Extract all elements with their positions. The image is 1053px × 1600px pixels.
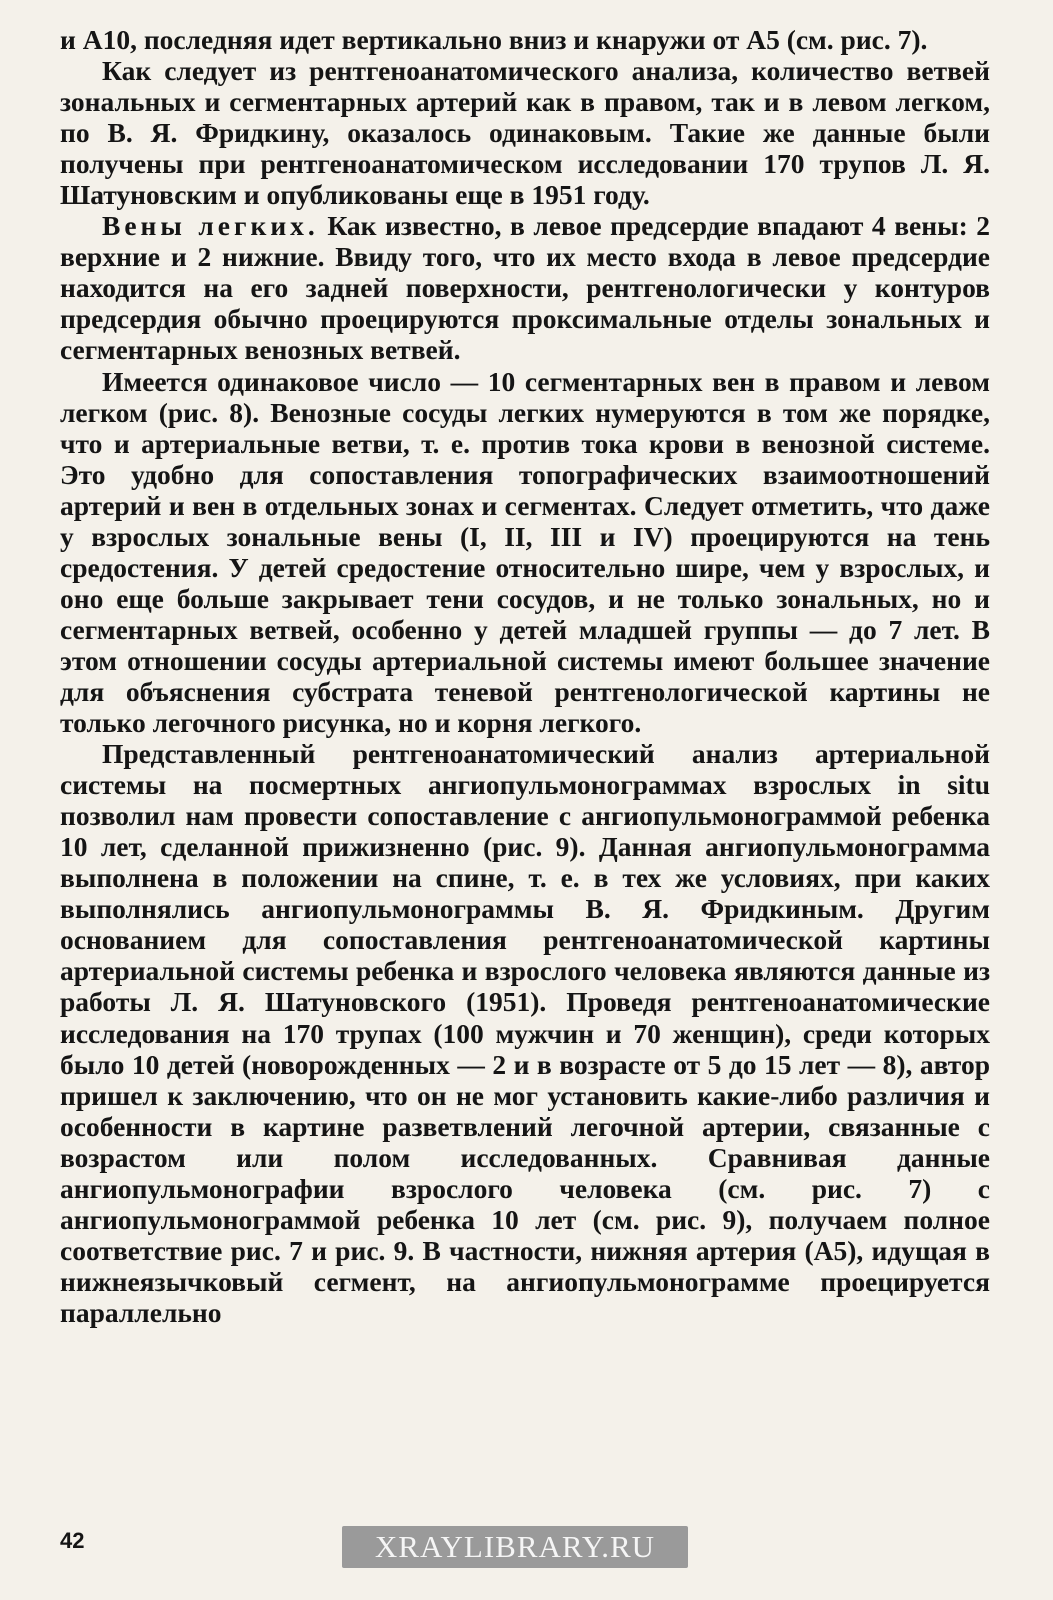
paragraph-1: и А10, последняя идет вертикально вниз и кнаружи от А5 (см. рис. 7).	[60, 24, 928, 55]
page-number: 42	[60, 1528, 85, 1553]
watermark: XRAYLIBRARY.RU	[342, 1526, 688, 1568]
paragraph-2: Как следует из рентгеноанатомического анализа, количество ветвей зональных и сегментарных артерий как в правом, так и в левом легком, по В. Я. Фридкину, оказалось одинаковым. Такие же данные были получены при рентгеноанатомическом исследовании 170 трупов Л. Я. Шатуновским и опубликованы еще в 1951 году.	[60, 55, 990, 211]
paragraph-5: Представленный рентгеноанатомический анализ артериальной системы на посмертных ангиопульмонограммах взрослых in situ позволил нам провести сопоставление с ангиопульмонограммой ребенка 10 лет, сделанной прижизненно (рис. 9). Данная ангиопульмонограмма выполнена в положении на спине, т. е. в тех же условиях, при каких выполнялись ангиопульмонограммы В. Я. Фридкиным. Другим основанием для сопоставления рентгеноанатомической картины артериальной системы ребенка и взрослого человека являются данные из работы Л. Я. Шатуновского (1951). Проведя рентгеноанатомические исследования на 170 трупах (100 мужчин и 70 женщин), среди которых было 10 детей (новорожденных — 2 и в возрасте от 5 до 15 лет — 8), автор пришел к заключению, что он не мог установить какие-либо различия и особенности в картине разветвлений легочной артерии, связанные с возрастом или полом исследованных. Сравнивая данные ангиопульмонографии взрослого человека (см. рис. 7) с ангиопульмонограммой ребенка 10 лет (см. рис. 9), получаем полное соответствие рис. 7 и рис. 9. В частности, нижняя артерия (А5), идущая в нижнеязычковый сегмент, на ангиопульмонограмме проецируется параллельно	[60, 738, 990, 1328]
paragraph-3-text: Как известно, в левое предсердие впадают 4 вены: 2 верхние и 2 нижние. Ввиду того, что их место входа в левое предсердие находится на его задней поверхности, рентгенологически у контуров предсердия обычно проецируются проксимальные отделы зональных и сегментарных венозных ветвей.	[60, 210, 990, 366]
section-heading: Вены легких.	[102, 210, 319, 242]
document-page	[60, 24, 990, 1514]
paragraph-3	[60, 210, 990, 365]
paragraph-4: Имеется одинаковое число — 10 сегментарных вен в правом и левом легком (рис. 8). Венозные сосуды легких нумеруются в том же порядке, что и артериальные ветви, т. е. против тока крови в венозной системе. Это удобно для сопоставления топографических взаимоотношений артерий и вен в отдельных зонах и сегментах. Следует отметить, что даже у взрослых зональные вены (I, II, III и IV) проецируются на тень средостения. У детей средостение относительно шире, чем у взрослых, и оно еще больше закрывает тени сосудов, и не только зональных, но и сегментарных ветвей, особенно у детей младшей группы — до 7 лет. В этом отношении сосуды артериальной системы имеют большее значение для объяснения субстрата теневой рентгенологической картины не только легочного рисунка, но и корня легкого.	[60, 365, 990, 739]
